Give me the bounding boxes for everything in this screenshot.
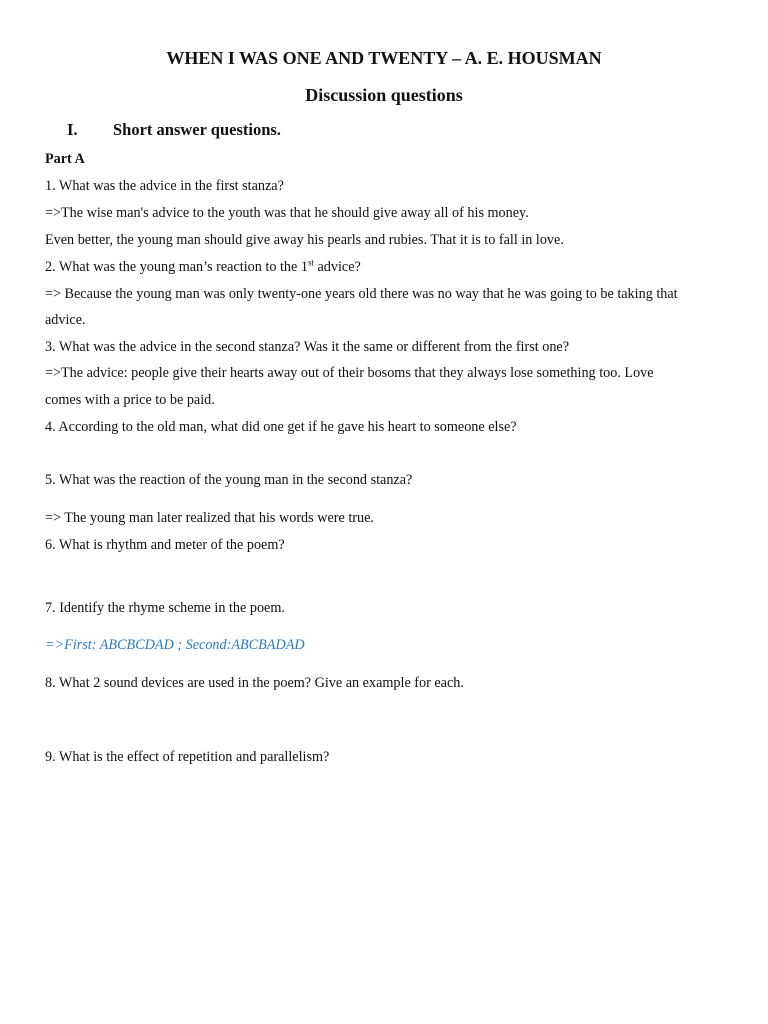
question-2 bbox=[45, 258, 361, 276]
question-4: 4. According to the old man, what did one get if he gave his heart to someone else? bbox=[45, 419, 517, 435]
answer-2-line-2: advice. bbox=[45, 312, 86, 328]
document-subtitle: Discussion questions bbox=[305, 85, 463, 105]
question-1: 1. What was the advice in the first stanza? bbox=[45, 178, 284, 194]
question-7: 7. Identify the rhyme scheme in the poem. bbox=[45, 600, 285, 616]
section-number: I. bbox=[67, 120, 78, 139]
answer-3-line-2: comes with a price to be paid. bbox=[45, 392, 215, 408]
question-5: 5. What was the reaction of the young man in the second stanza? bbox=[45, 472, 413, 488]
answer-1-line-2: Even better, the young man should give away his pearls and rubies. That it is to fall in love. bbox=[45, 232, 564, 248]
question-6: 6. What is rhythm and meter of the poem? bbox=[45, 537, 285, 553]
answer-7: =>First: ABCBCDAD ; Second:ABCBADAD bbox=[45, 637, 305, 653]
question-2-text-end: advice? bbox=[313, 259, 361, 275]
question-9: 9. What is the effect of repetition and parallelism? bbox=[45, 749, 330, 765]
question-8: 8. What 2 sound devices are used in the poem? Give an example for each. bbox=[45, 675, 464, 691]
document-title: WHEN I WAS ONE AND TWENTY – A. E. HOUSMAN bbox=[166, 48, 602, 68]
part-label: Part A bbox=[45, 151, 85, 167]
question-3: 3. What was the advice in the second stanza? Was it the same or different from the first one? bbox=[45, 339, 570, 355]
section-heading: Short answer questions. bbox=[113, 120, 281, 139]
question-2-text: 2. What was the young man’s reaction to the 1 bbox=[45, 259, 308, 275]
answer-5: => The young man later realized that his words were true. bbox=[45, 510, 374, 526]
answer-3-line-1: =>The advice: people give their hearts away out of their bosoms that they always lose something too. Love bbox=[45, 365, 654, 381]
answer-1-line-1: =>The wise man's advice to the youth was that he should give away all of his money. bbox=[45, 205, 529, 221]
question-2-superscript: st bbox=[307, 257, 314, 268]
answer-2-line-1: => Because the young man was only twenty-one years old there was no way that he was going to be taking that bbox=[45, 286, 678, 302]
